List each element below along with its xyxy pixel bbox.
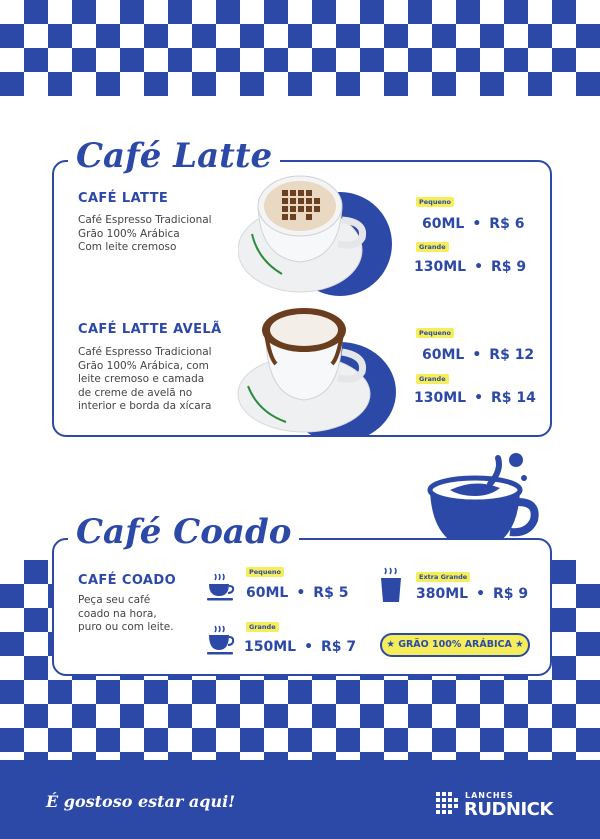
size-badge: Grande xyxy=(416,374,449,384)
separator-dot: • xyxy=(296,585,306,601)
logo-mark-icon xyxy=(436,792,460,818)
separator-dot: • xyxy=(304,639,314,655)
star-icon: ★ xyxy=(386,639,395,650)
price-line xyxy=(414,390,536,406)
price: R$ 7 xyxy=(321,639,357,655)
volume: 60ML xyxy=(246,585,289,601)
separator-dot: • xyxy=(474,390,484,406)
price: R$ 12 xyxy=(489,347,535,363)
price: R$ 6 xyxy=(489,216,525,232)
large-cup-icon xyxy=(378,566,404,604)
latte-item-name: CAFÉ LATTE xyxy=(78,191,169,206)
desc-line: interior e borda da xícara xyxy=(78,400,212,412)
small-cup-icon xyxy=(206,572,236,602)
price: R$ 9 xyxy=(491,259,527,275)
size-badge: Grande xyxy=(416,242,449,252)
size-badge: Extra Grande xyxy=(416,572,470,582)
size-badge: Pequeno xyxy=(246,567,284,577)
desc-line: coado na hora, xyxy=(78,607,157,620)
cafe-latte-avela-photo xyxy=(236,300,406,436)
cafe-latte-photo xyxy=(238,150,398,300)
pill-text: GRÃO 100% ARÁBICA xyxy=(398,639,512,650)
desc-line: de creme de avelã no xyxy=(78,386,193,399)
price-line xyxy=(414,259,526,275)
desc-line: Café Espresso Tradicional xyxy=(78,346,212,358)
coado-section-title xyxy=(68,512,299,552)
volume: 130ML xyxy=(414,259,467,275)
coado-item-desc xyxy=(78,594,174,635)
coado-item-name: CAFÉ COADO xyxy=(78,573,177,588)
latte-item-desc xyxy=(78,214,212,255)
medium-cup-icon xyxy=(206,624,236,656)
splash-drop xyxy=(509,453,523,467)
volume: 60ML xyxy=(422,347,465,363)
latte-title-text: Café Latte xyxy=(76,136,273,176)
volume: 130ML xyxy=(414,390,467,406)
brand-logo xyxy=(436,790,556,820)
volume: 380ML xyxy=(416,586,469,602)
desc-line: Grão 100% Arábica, com xyxy=(78,359,209,372)
price-line xyxy=(416,586,528,602)
separator-dot: • xyxy=(472,216,482,232)
latte-item-name: CAFÉ LATTE AVELÃ xyxy=(78,322,222,337)
size-badge: Pequeno xyxy=(416,328,454,338)
arabica-pill-badge xyxy=(380,633,530,657)
latte-item-desc xyxy=(78,346,212,414)
price-line xyxy=(422,347,534,363)
price-line xyxy=(422,216,524,232)
separator-dot: • xyxy=(474,259,484,275)
footer-slogan: É gostoso estar aqui! xyxy=(46,792,236,811)
size-badge: Pequeno xyxy=(416,197,454,207)
desc-line: Peça seu café xyxy=(78,594,151,606)
volume: 60ML xyxy=(422,216,465,232)
coado-title-text: Café Coado xyxy=(76,512,292,552)
price-line xyxy=(244,639,356,655)
desc-line: Grão 100% Arábica xyxy=(78,227,180,240)
checker-pattern-top xyxy=(0,0,600,96)
price: R$ 9 xyxy=(493,586,529,602)
latte-foam xyxy=(270,314,338,346)
volume: 150ML xyxy=(244,639,297,655)
price: R$ 5 xyxy=(313,585,349,601)
desc-line: Com leite cremoso xyxy=(78,241,177,253)
brand-big-text: RUDNICK xyxy=(464,799,553,820)
price: R$ 14 xyxy=(491,390,536,406)
size-badge: Grande xyxy=(246,622,279,632)
splash-drop xyxy=(521,475,527,481)
separator-dot: • xyxy=(476,586,486,602)
brand-small-text: LANCHES xyxy=(465,791,514,800)
separator-dot: • xyxy=(472,347,482,363)
desc-line: Café Espresso Tradicional xyxy=(78,214,212,226)
desc-line: puro ou com leite. xyxy=(78,621,174,633)
star-icon: ★ xyxy=(515,639,524,650)
price-line xyxy=(246,585,348,601)
desc-line: leite cremoso e camada xyxy=(78,373,205,385)
